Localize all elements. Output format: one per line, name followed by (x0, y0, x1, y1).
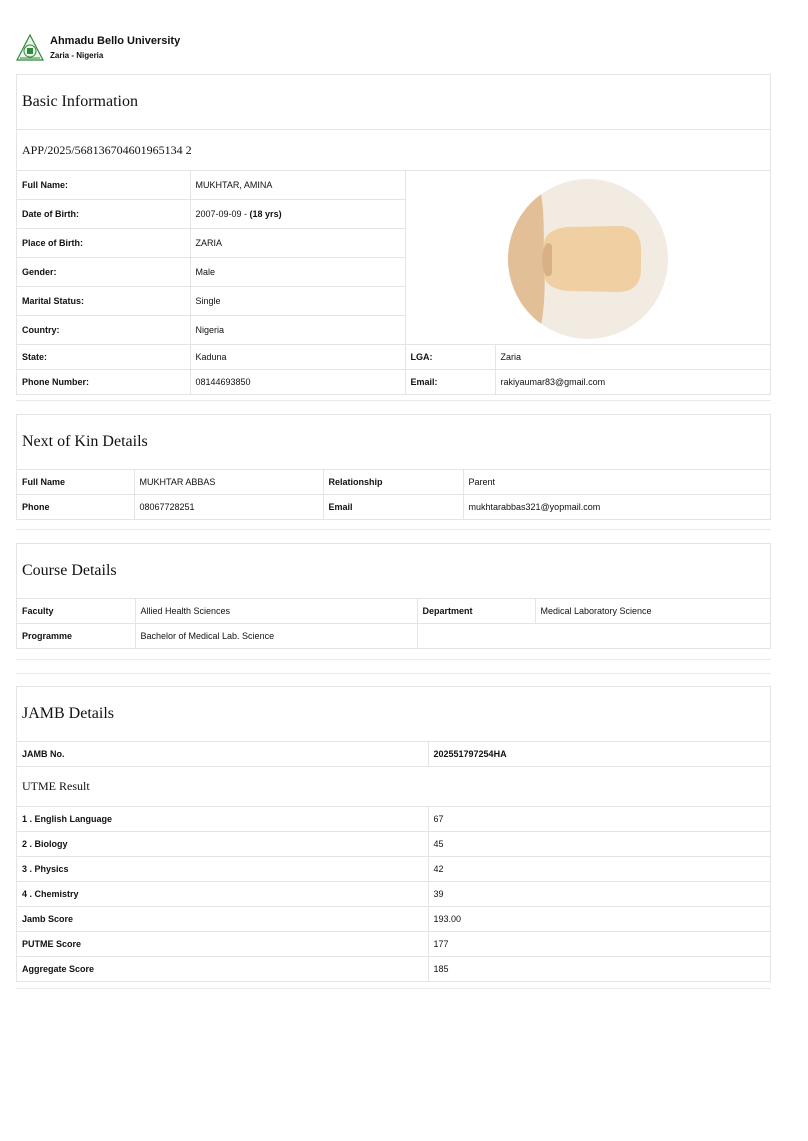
subject-label: 2 . Biology (17, 832, 428, 857)
section-divider (16, 988, 771, 989)
country-label: Country: (17, 316, 190, 345)
table-row (17, 832, 770, 857)
full-name-label: Full Name: (17, 171, 190, 200)
university-logo-icon (16, 34, 44, 62)
phone-label: Phone Number: (17, 370, 190, 395)
state-label: State: (17, 345, 190, 370)
phone-value: 08144693850 (190, 370, 405, 395)
dob-label: Date of Birth: (17, 200, 190, 229)
faculty-label: Faculty (17, 599, 135, 624)
state-value: Kaduna (190, 345, 405, 370)
subject-label: 4 . Chemistry (17, 882, 428, 907)
marital-status-value: Single (190, 287, 405, 316)
course-details-table (17, 599, 770, 648)
jamb-score-label: Jamb Score (17, 907, 428, 932)
subject-score: 45 (428, 832, 770, 857)
section-divider (16, 529, 771, 530)
jamb-details-title: JAMB Details (17, 687, 770, 742)
section-divider (16, 400, 771, 401)
full-name-value: MUKHTAR, AMINA (190, 171, 405, 200)
kin-phone-label: Phone (17, 495, 134, 520)
table-row (17, 957, 770, 982)
university-name: Ahmadu Bello University (50, 35, 181, 47)
dob-value: 2007-09-09 - (195, 209, 250, 219)
table-row (17, 857, 770, 882)
jamb-number-label: JAMB No. (17, 742, 428, 766)
gender-value: Male (190, 258, 405, 287)
country-value: Nigeria (190, 316, 405, 345)
next-of-kin-title: Next of Kin Details (17, 415, 770, 470)
marital-status-label: Marital Status: (17, 287, 190, 316)
subject-score: 67 (428, 807, 770, 832)
lga-label: LGA: (405, 345, 495, 370)
gender-label: Gender: (17, 258, 190, 287)
aggregate-score-label: Aggregate Score (17, 957, 428, 982)
section-divider (16, 673, 771, 674)
email-value: rakiyaumar83@gmail.com (495, 370, 770, 395)
subject-label: 1 . English Language (17, 807, 428, 832)
university-location: Zaria - Nigeria (50, 51, 104, 60)
pob-value: ZARIA (190, 229, 405, 258)
jamb-number-value: 202551797254HA (428, 742, 770, 766)
subject-score: 39 (428, 882, 770, 907)
jamb-number-table (17, 742, 770, 766)
jamb-score-value: 193.00 (428, 907, 770, 932)
putme-score-label: PUTME Score (17, 932, 428, 957)
dob-value-cell (190, 200, 405, 229)
programme-value: Bachelor of Medical Lab. Science (135, 624, 417, 649)
course-details-card (16, 543, 771, 649)
passport-photo-cell (405, 171, 770, 345)
next-of-kin-table (17, 470, 770, 519)
department-value: Medical Laboratory Science (535, 599, 770, 624)
kin-relationship-value: Parent (463, 470, 770, 495)
table-row (17, 932, 770, 957)
table-row (17, 907, 770, 932)
department-label: Department (417, 599, 535, 624)
basic-information-title: Basic Information (17, 75, 770, 130)
basic-information-table (17, 171, 770, 394)
course-details-title: Course Details (17, 544, 770, 599)
empty-cell (417, 624, 770, 649)
kin-relationship-label: Relationship (323, 470, 463, 495)
kin-phone-value: 08067728251 (134, 495, 323, 520)
next-of-kin-card (16, 414, 771, 520)
age-value: (18 yrs) (249, 209, 282, 219)
application-number: APP/2025/568136704601965134 2 (17, 130, 770, 171)
faculty-value: Allied Health Sciences (135, 599, 417, 624)
email-label: Email: (405, 370, 495, 395)
kin-email-label: Email (323, 495, 463, 520)
table-row (17, 882, 770, 907)
pob-label: Place of Birth: (17, 229, 190, 258)
passport-photo-placeholder-icon (508, 179, 668, 339)
subject-label: 3 . Physics (17, 857, 428, 882)
lga-value: Zaria (495, 345, 770, 370)
programme-label: Programme (17, 624, 135, 649)
jamb-details-card (16, 686, 771, 982)
aggregate-score-value: 185 (428, 957, 770, 982)
putme-score-value: 177 (428, 932, 770, 957)
basic-information-card (16, 74, 771, 395)
utme-result-title: UTME Result (17, 766, 770, 807)
section-divider (16, 659, 771, 660)
header (16, 33, 180, 63)
kin-full-name-label: Full Name (17, 470, 134, 495)
kin-email-value: mukhtarabbas321@yopmail.com (463, 495, 770, 520)
kin-full-name-value: MUKHTAR ABBAS (134, 470, 323, 495)
utme-result-table (17, 807, 770, 981)
subject-score: 42 (428, 857, 770, 882)
table-row (17, 807, 770, 832)
